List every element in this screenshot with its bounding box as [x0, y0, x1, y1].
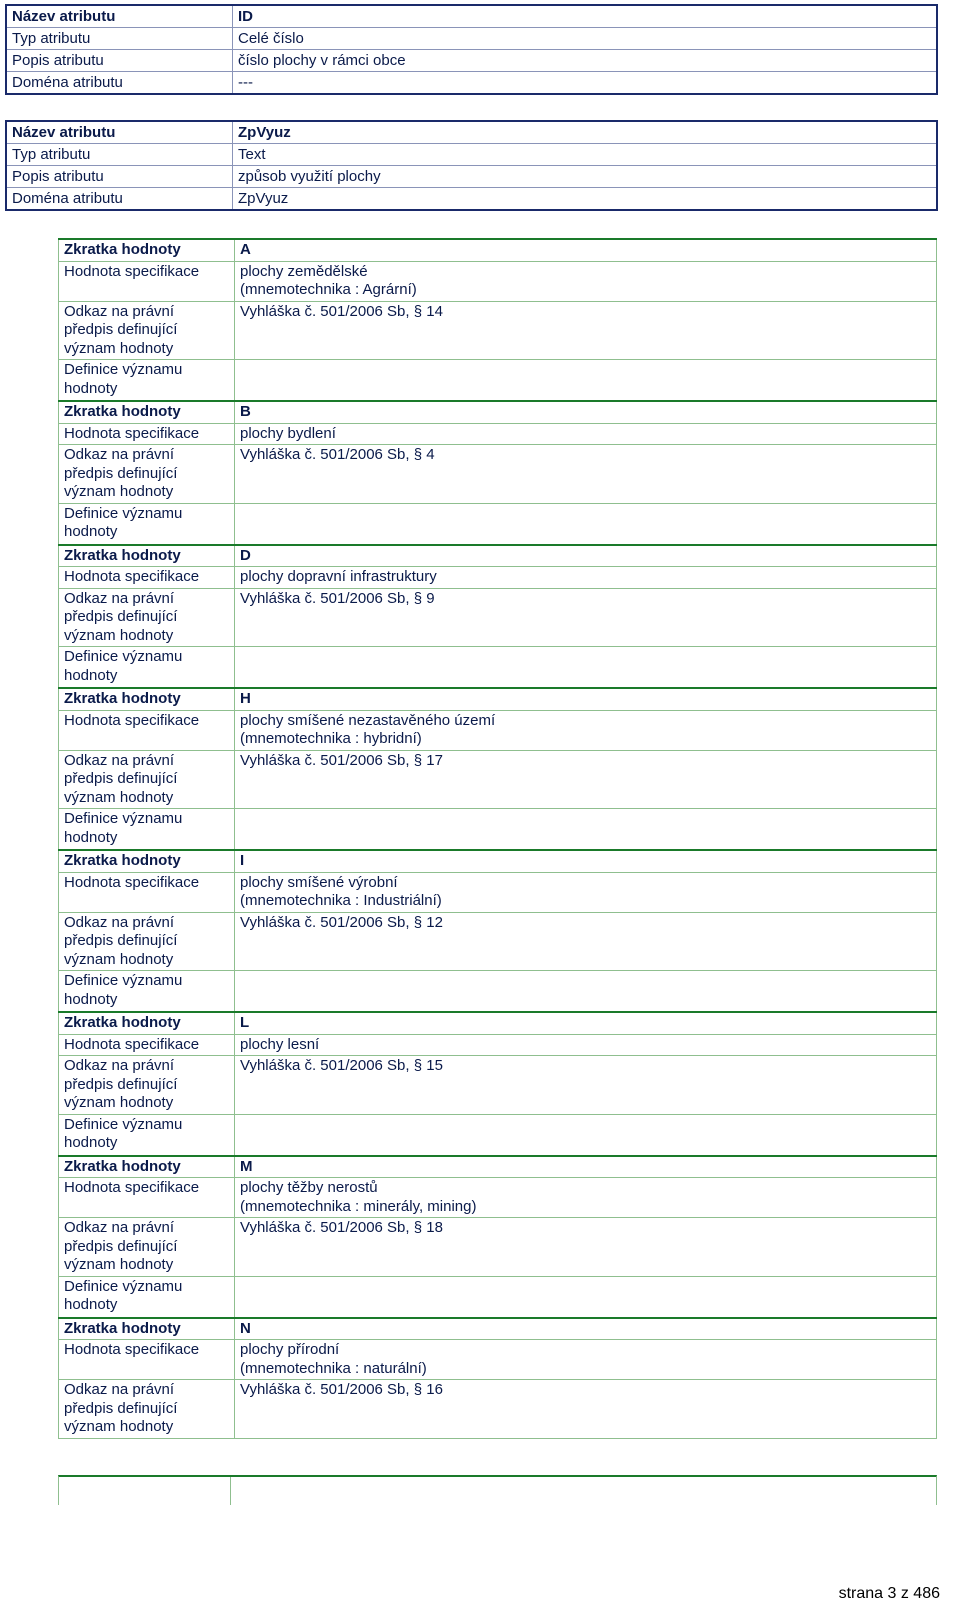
domain-label-definition: Definice významu hodnoty	[59, 809, 235, 851]
domain-value-spec: plochy smíšené nezastavěného území (mnemotechnika : hybridní)	[235, 710, 937, 750]
domain-label-definition: Definice významu hodnoty	[59, 360, 235, 402]
domain-value-legal-ref: Vyhláška č. 501/2006 Sb, § 16	[235, 1380, 937, 1439]
domain-label-code: Zkratka hodnoty	[59, 1012, 235, 1034]
domain-row-code	[59, 545, 937, 567]
domain-label-code: Zkratka hodnoty	[59, 850, 235, 872]
attr-label: Doména atributu	[7, 72, 233, 94]
domain-value-spec: plochy zemědělské (mnemotechnika : Agrární)	[235, 261, 937, 301]
domain-value-legal-ref: Vyhláška č. 501/2006 Sb, § 4	[235, 445, 937, 504]
domain-row-spec	[59, 423, 937, 445]
domain-value-code: H	[235, 688, 937, 710]
attr-label: Typ atributu	[7, 144, 233, 166]
domain-value-spec: plochy přírodní (mnemotechnika : naturální)	[235, 1340, 937, 1380]
domain-label-definition: Definice významu hodnoty	[59, 1114, 235, 1156]
domain-row-definition	[59, 647, 937, 689]
domain-row-spec	[59, 710, 937, 750]
domain-value-legal-ref: Vyhláška č. 501/2006 Sb, § 18	[235, 1218, 937, 1277]
attr-row-domain	[7, 188, 937, 210]
domain-value-legal-ref: Vyhláška č. 501/2006 Sb, § 15	[235, 1056, 937, 1115]
domain-label-spec: Hodnota specifikace	[59, 1178, 235, 1218]
domain-value-code: I	[235, 850, 937, 872]
attr-value: ZpVyuz	[233, 122, 937, 144]
domain-row-definition	[59, 503, 937, 545]
domain-value-definition	[235, 1276, 937, 1318]
domain-row-definition	[59, 360, 937, 402]
domain-value-definition	[235, 971, 937, 1013]
domain-row-spec	[59, 872, 937, 912]
domain-row-legal-ref	[59, 1218, 937, 1277]
attr-value: Celé číslo	[233, 28, 937, 50]
domain-row-legal-ref	[59, 588, 937, 647]
attribute-table-zpvyuz	[6, 121, 937, 210]
domain-value-spec: plochy dopravní infrastruktury	[235, 567, 937, 589]
attr-label: Popis atributu	[7, 50, 233, 72]
domain-row-legal-ref	[59, 301, 937, 360]
domain-value-code: A	[235, 239, 937, 261]
domain-label-code: Zkratka hodnoty	[59, 239, 235, 261]
attr-label: Typ atributu	[7, 28, 233, 50]
attr-row-name	[7, 6, 937, 28]
domain-label-legal-ref: Odkaz na právní předpis definující význam hodnoty	[59, 1218, 235, 1277]
attr-row-desc	[7, 166, 937, 188]
domain-value-code: L	[235, 1012, 937, 1034]
domain-row-spec	[59, 261, 937, 301]
column-divider	[230, 1477, 231, 1505]
domain-label-spec: Hodnota specifikace	[59, 423, 235, 445]
domain-label-definition: Definice významu hodnoty	[59, 971, 235, 1013]
domain-row-spec	[59, 567, 937, 589]
domain-value-definition	[235, 1114, 937, 1156]
domain-label-legal-ref: Odkaz na právní předpis definující význam hodnoty	[59, 445, 235, 504]
attr-row-desc	[7, 50, 937, 72]
domain-label-definition: Definice významu hodnoty	[59, 647, 235, 689]
attr-value: číslo plochy v rámci obce	[233, 50, 937, 72]
domain-label-definition: Definice významu hodnoty	[59, 1276, 235, 1318]
domain-value-definition	[235, 809, 937, 851]
page-number: strana 3 z 486	[838, 1585, 940, 1602]
domain-value-code: N	[235, 1318, 937, 1340]
domain-row-code	[59, 1318, 937, 1340]
domain-row-legal-ref	[59, 1380, 937, 1439]
domain-value-code: B	[235, 401, 937, 423]
domain-value-legal-ref: Vyhláška č. 501/2006 Sb, § 17	[235, 750, 937, 809]
attr-row-domain	[7, 72, 937, 94]
domain-row-legal-ref	[59, 445, 937, 504]
attr-value: Text	[233, 144, 937, 166]
domain-value-definition	[235, 360, 937, 402]
attr-row-type	[7, 28, 937, 50]
domain-row-spec	[59, 1178, 937, 1218]
domain-value-legal-ref: Vyhláška č. 501/2006 Sb, § 14	[235, 301, 937, 360]
attr-row-name	[7, 122, 937, 144]
domain-label-spec: Hodnota specifikace	[59, 1034, 235, 1056]
domain-row-code	[59, 1156, 937, 1178]
attr-label: Název atributu	[7, 6, 233, 28]
domain-row-code	[59, 850, 937, 872]
attr-value: způsob využití plochy	[233, 166, 937, 188]
domain-label-spec: Hodnota specifikace	[59, 1340, 235, 1380]
domain-row-definition	[59, 971, 937, 1013]
domain-row-legal-ref	[59, 1056, 937, 1115]
domain-value-definition	[235, 647, 937, 689]
domain-values-table	[58, 238, 937, 1439]
domain-value-spec: plochy těžby nerostů (mnemotechnika : minerály, mining)	[235, 1178, 937, 1218]
domain-label-spec: Hodnota specifikace	[59, 567, 235, 589]
domain-row-definition	[59, 1276, 937, 1318]
domain-row-code	[59, 401, 937, 423]
domain-label-spec: Hodnota specifikace	[59, 261, 235, 301]
domain-label-legal-ref: Odkaz na právní předpis definující význam hodnoty	[59, 750, 235, 809]
domain-label-definition: Definice významu hodnoty	[59, 503, 235, 545]
domain-label-code: Zkratka hodnoty	[59, 401, 235, 423]
domain-row-legal-ref	[59, 912, 937, 971]
domain-label-code: Zkratka hodnoty	[59, 545, 235, 567]
domain-label-legal-ref: Odkaz na právní předpis definující význam hodnoty	[59, 912, 235, 971]
domain-label-legal-ref: Odkaz na právní předpis definující význam hodnoty	[59, 1056, 235, 1115]
attr-value: ZpVyuz	[233, 188, 937, 210]
attr-value: ID	[233, 6, 937, 28]
domain-value-legal-ref: Vyhláška č. 501/2006 Sb, § 12	[235, 912, 937, 971]
domain-label-spec: Hodnota specifikace	[59, 710, 235, 750]
domain-row-definition	[59, 809, 937, 851]
domain-label-spec: Hodnota specifikace	[59, 872, 235, 912]
domain-row-spec	[59, 1034, 937, 1056]
domain-row-code	[59, 239, 937, 261]
domain-value-definition	[235, 503, 937, 545]
attr-row-type	[7, 144, 937, 166]
domain-row-legal-ref	[59, 750, 937, 809]
domain-row-code	[59, 688, 937, 710]
attribute-table-id	[6, 5, 937, 94]
attr-value: ---	[233, 72, 937, 94]
domain-value-code: M	[235, 1156, 937, 1178]
domain-label-code: Zkratka hodnoty	[59, 688, 235, 710]
attr-label: Název atributu	[7, 122, 233, 144]
table-continuation	[58, 1475, 937, 1505]
domain-value-spec: plochy bydlení	[235, 423, 937, 445]
domain-value-legal-ref: Vyhláška č. 501/2006 Sb, § 9	[235, 588, 937, 647]
domain-label-code: Zkratka hodnoty	[59, 1156, 235, 1178]
domain-row-definition	[59, 1114, 937, 1156]
domain-label-legal-ref: Odkaz na právní předpis definující význam hodnoty	[59, 1380, 235, 1439]
domain-label-legal-ref: Odkaz na právní předpis definující význam hodnoty	[59, 588, 235, 647]
domain-row-spec	[59, 1340, 937, 1380]
domain-value-spec: plochy smíšené výrobní (mnemotechnika : Industriální)	[235, 872, 937, 912]
domain-value-code: D	[235, 545, 937, 567]
domain-label-legal-ref: Odkaz na právní předpis definující význam hodnoty	[59, 301, 235, 360]
domain-value-spec: plochy lesní	[235, 1034, 937, 1056]
attr-label: Doména atributu	[7, 188, 233, 210]
domain-label-code: Zkratka hodnoty	[59, 1318, 235, 1340]
attr-label: Popis atributu	[7, 166, 233, 188]
domain-row-code	[59, 1012, 937, 1034]
